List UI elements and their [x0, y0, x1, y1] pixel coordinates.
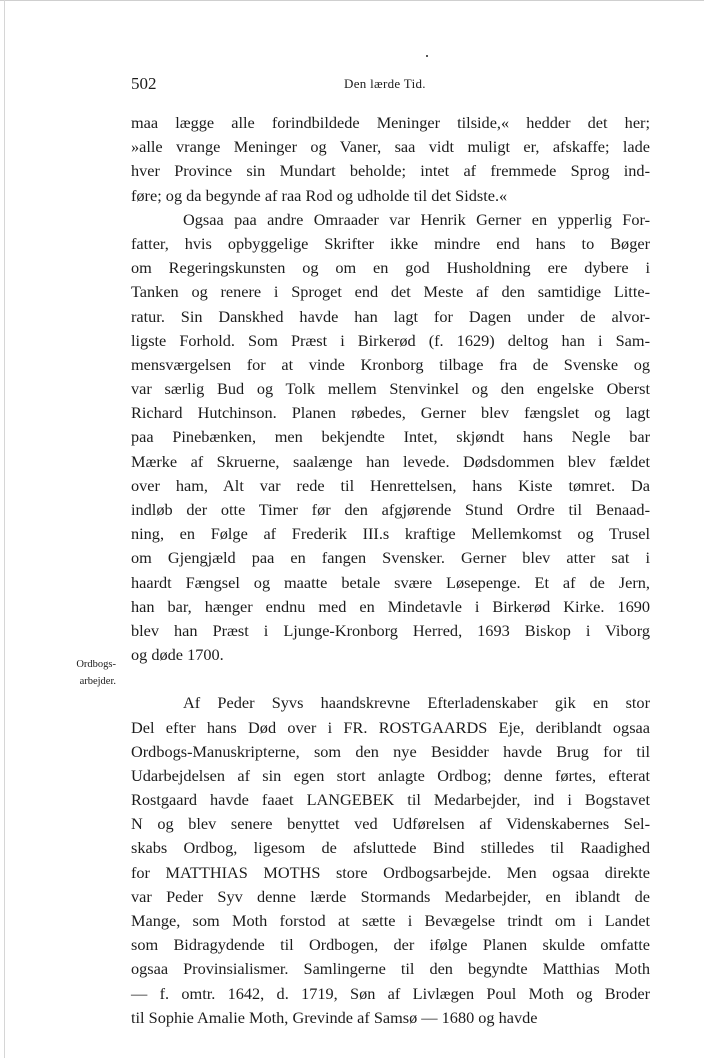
paragraph — [131, 208, 650, 668]
paragraph-gap — [131, 667, 650, 691]
text-line: Del efter hans Død over i FR. ROSTGAARDS Eje, deriblandt ogsaa — [131, 717, 650, 737]
text-line: paa Pinebænken, men bekjendte Intet, skjøndt hans Negle bar — [131, 427, 650, 447]
text-line: — f. omtr. 1642, d. 1719, Søn af Livlægen Poul Moth og Broder — [131, 983, 650, 1003]
text-line: hver Province sin Mundart beholde; intet af fremmede Sprog ind- — [131, 161, 650, 181]
text-line: ogsaa Provinsialismer. Samlingerne til den begyndte Matthias Moth — [131, 959, 650, 979]
text-line: som Bidragydende til Ordbogen, der ifølge Planen skulde omfatte — [131, 935, 650, 955]
text-line: haardt Fængsel og maatte betale svære Løsepenge. Et af de Jern, — [131, 572, 650, 592]
text-line: ratur. Sin Danskhed havde han lagt for Dagen under de alvor- — [131, 306, 650, 326]
text-line: Udarbejdelsen af sin egen stort anlagte Ordbog; denne førtes, efterat — [131, 765, 650, 785]
text-line: fatter, hvis opbyggelige Skrifter ikke mindre end hans to Bøger — [131, 233, 650, 253]
text-line: maa lægge alle forindbildede Meninger tilside,« hedder det her; — [131, 113, 650, 132]
text-line: Af Peder Syvs haandskrevne Efterladenskaber gik en stor — [183, 693, 650, 713]
text-line: ligste Forhold. Som Præst i Birkerød (f. 1629) deltog han i Sam- — [131, 330, 650, 350]
text-line: var Peder Syv denne lærde Stormands Medarbejder, en iblandt de — [131, 886, 650, 906]
text-line: føre; og da begynde af raa Rod og udholde til det Sidste.« — [131, 185, 508, 205]
text-line: indløb der otte Timer før den afgjørende Stund Ordre til Benaad- — [131, 500, 650, 519]
text-line: »alle vrange Meninger og Vaner, saa vidt muligt er, afskaffe; lade — [131, 137, 650, 157]
text-line: N og blev senere benyttet ved Udførelsen af Videnskabernes Sel- — [131, 814, 650, 834]
text-line: ning, en Følge af Frederik III.s kraftige Mellemkomst og Trusel — [131, 524, 650, 544]
text-line: over ham, Alt var rede til Henrettelsen, hans Kiste tømret. Da — [131, 475, 650, 495]
text-line: Mange, som Moth forstod at sætte i Bevægelse trindt om i Landet — [131, 911, 650, 930]
running-title: Den lærde Tid. — [344, 76, 426, 91]
text-line: Mærke af Skruerne, saalænge han levede. Dødsdommen blev fældet — [131, 451, 650, 471]
ink-speck — [426, 55, 428, 57]
paragraph — [131, 111, 650, 208]
text-line: blev han Præst i Ljunge-Kronborg Herred, 1693 Biskop i Viborg — [131, 620, 650, 640]
text-line: skabs Ordbog, ligesom de afsluttede Bind stilledes til Raadighed — [131, 838, 650, 858]
scan-top-edge — [0, 0, 704, 1]
body-text — [131, 111, 650, 1030]
text-line: han bar, hænger endnu med en Mindetavle i Birkerød Kirke. 1690 — [131, 596, 650, 616]
paragraph — [131, 691, 650, 1030]
text-line: og døde 1700. — [131, 645, 224, 665]
margin-note-line: arbejder. — [79, 676, 116, 687]
text-line: mensværgelsen for at vinde Kronborg tilbage fra de Svenske og — [131, 354, 650, 374]
text-line: Rostgaard havde faaet LANGEBEK til Medarbejder, ind i Bogstavet — [131, 790, 650, 810]
text-line: Richard Hutchinson. Planen røbedes, Gerner blev fængslet og lagt — [131, 403, 650, 423]
text-line: for MATTHIAS MOTHS store Ordbogsarbejde. Men ogsaa direkte — [131, 862, 650, 882]
text-line: om Gjengjæld paa en fangen Svensker. Gerner blev atter sat i — [131, 548, 650, 568]
margin-note — [52, 656, 116, 690]
text-line: var særlig Bud og Tolk mellem Stenvinkel og den engelske Oberst — [131, 379, 650, 399]
text-line: Tanken og renere i Sproget end det Meste af den samtidige Litte- — [131, 282, 650, 302]
text-line: til Sophie Amalie Moth, Grevinde af Samsø — 1680 og havde — [131, 1007, 538, 1027]
text-line: Ogsaa paa andre Omraader var Henrik Gerner en ypperlig For- — [183, 209, 650, 229]
text-line: Ordbogs-Manuskripterne, som den nye Besidder havde Brug for til — [131, 741, 650, 761]
margin-note-line: Ordbogs- — [76, 659, 116, 670]
page-number: 502 — [131, 74, 157, 93]
text-line: om Regeringskunsten og om en god Husholdning ere dybere i — [131, 258, 650, 278]
scan-left-edge — [4, 0, 5, 1058]
